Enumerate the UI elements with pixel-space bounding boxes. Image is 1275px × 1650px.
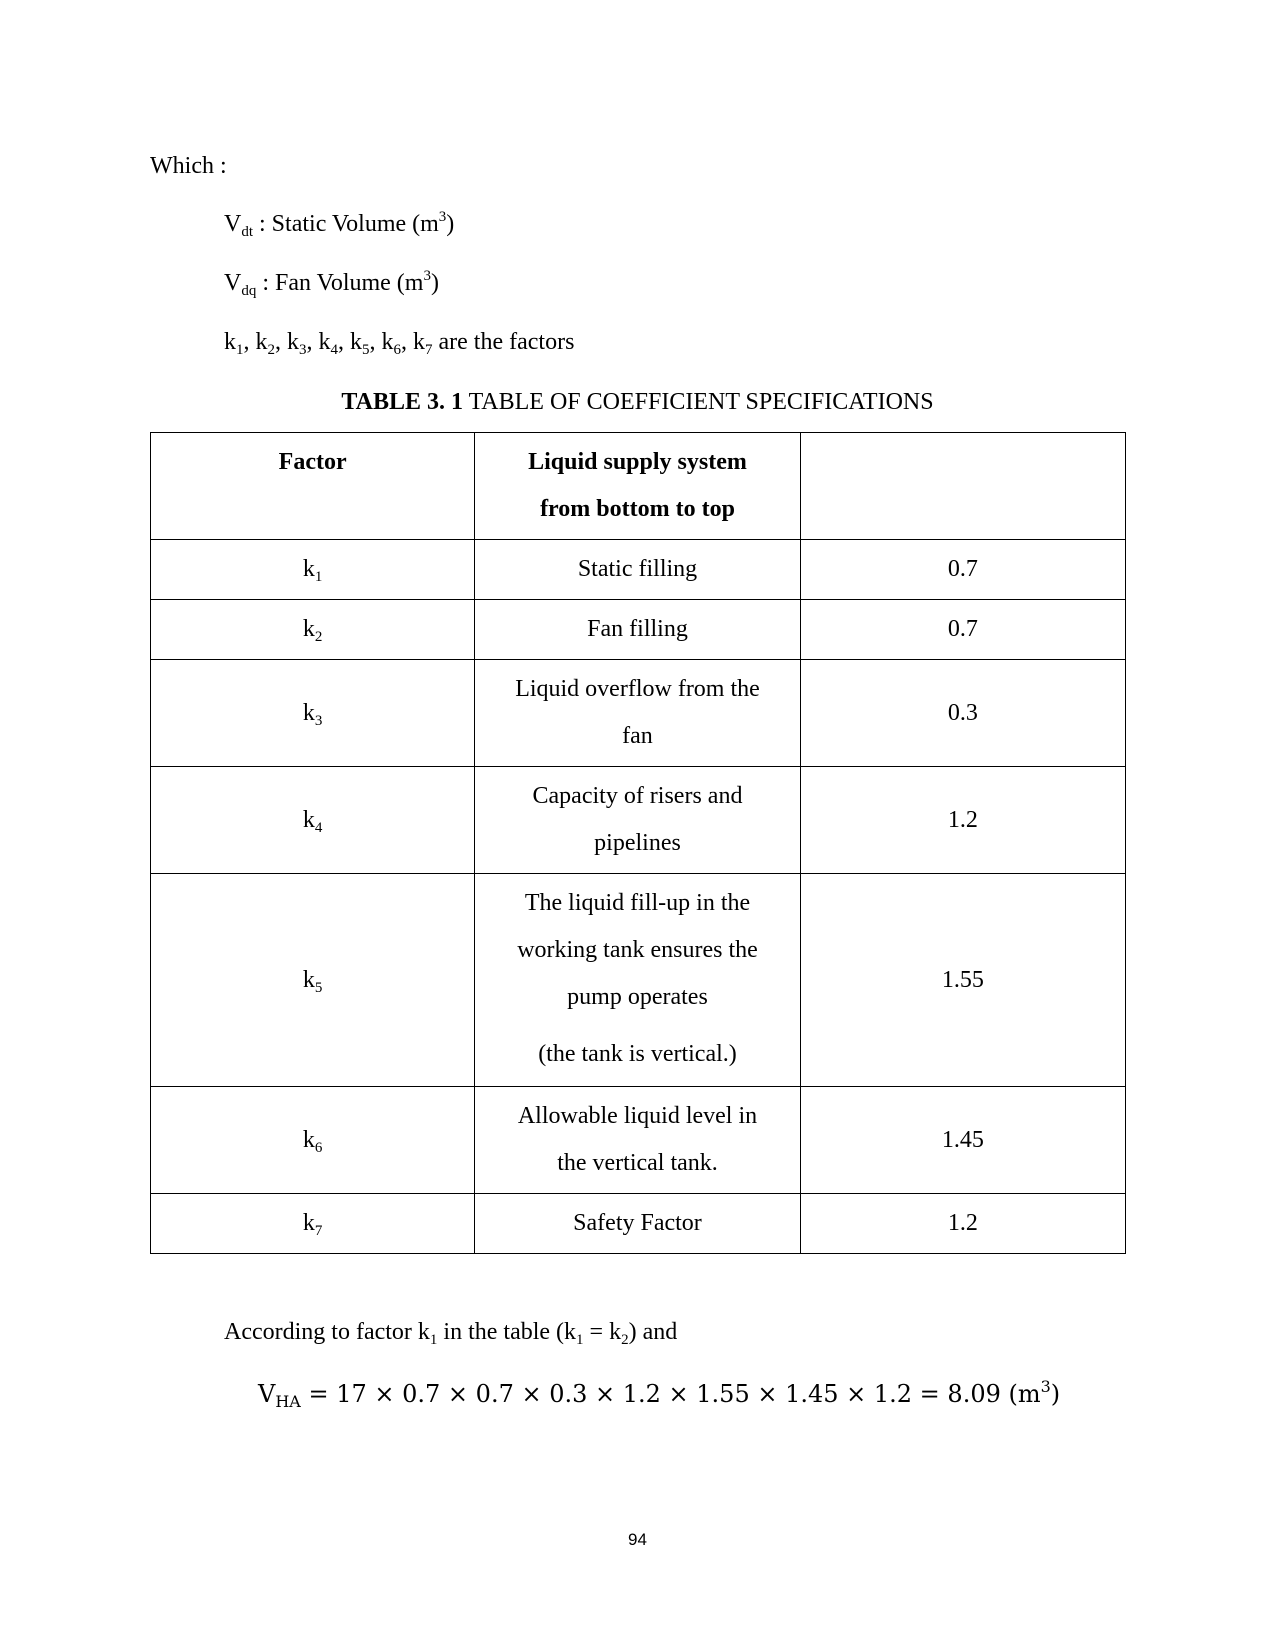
factor-cell: $k_1$ [151,540,475,600]
value-cell: 0.3 [800,660,1125,767]
description-cell: Static filling [475,540,800,600]
description-cell: Allowable liquid level in the vertical tank. [475,1087,800,1194]
factor-cell: $k_7$ [151,1194,475,1254]
according-text: According to factor $k_1$ in the table $(k_1 = k_2)$ and [224,1319,678,1348]
value-cell: 0.7 [800,600,1125,660]
volume-formula: $V_{HA} = 17 \times 0.7 \times 0.7 \times 0.3 \times 1.2 \times 1.55 \times 1.45 \times 1.2 = 8.09$ $(m^3)$ [258,1377,1061,1411]
header-liquid-supply-system: Liquid supply system from bottom to top [475,433,800,540]
description-cell: Fan filling [475,600,800,660]
table-row [151,767,1126,874]
definition-static-volume: $V_{dt}$ : Static Volume $(m^3)$ [224,209,455,240]
table-row [151,1194,1126,1254]
page-number: 94 [628,1530,647,1549]
value-cell: 1.2 [800,767,1125,874]
description-cell: Safety Factor [475,1194,800,1254]
table-title [0,388,1275,416]
factor-cell: $k_2$ [151,600,475,660]
value-cell: 1.45 [800,1087,1125,1194]
value-cell: 1.55 [800,874,1125,1087]
value-cell: 1.2 [800,1194,1125,1254]
coefficient-table [150,432,1126,1254]
table-row [151,600,1126,660]
definition-fan-volume: $V_{dq}$ : Fan Volume $(m^3)$ [224,268,439,299]
header-value [800,433,1125,540]
description-cell: Capacity of risers and pipelines [475,767,800,874]
table-caption: TABLE OF COEFFICIENT SPECIFICATIONS [463,389,934,415]
factor-cell: $k_3$ [151,660,475,767]
header-factor: Factor [151,433,475,540]
value-cell: 0.7 [800,540,1125,600]
factor-cell: $k_5$ [151,874,475,1087]
table-row [151,1087,1126,1194]
table-row [151,660,1126,767]
table-header-row [151,433,1126,540]
table-number: TABLE 3. 1 [341,389,463,415]
description-cell: The liquid fill-up in the working tank ensures the pump operates (the tank is vertical.) [475,874,800,1087]
which-label: Which : [150,153,227,179]
factor-cell: $k_4$ [151,767,475,874]
table-row [151,540,1126,600]
definition-factors: $k_1$, $k_2$, $k_3$, $k_4$, $k_5$, $k_6$, $k_7$ are the factors [224,329,575,358]
description-cell: Liquid overflow from the fan [475,660,800,767]
table-row [151,874,1126,1087]
factor-cell: $k_6$ [151,1087,475,1194]
